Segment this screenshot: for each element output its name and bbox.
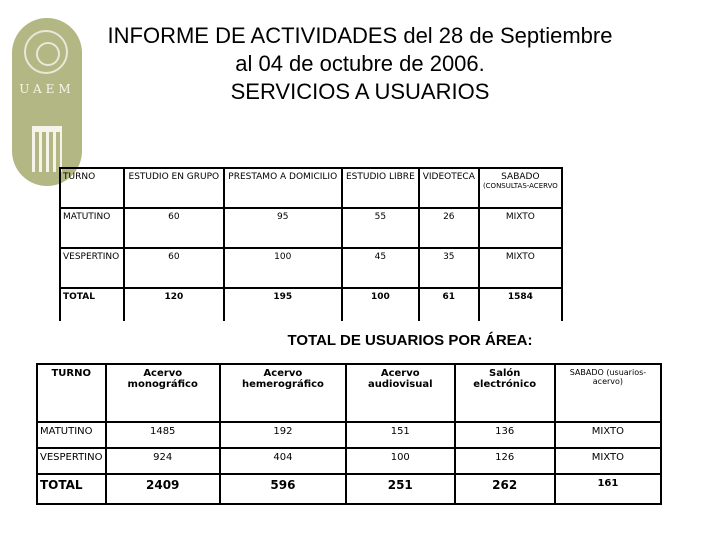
- cell: 251: [346, 474, 455, 504]
- table-row: [60, 248, 562, 288]
- cell: 136: [455, 422, 555, 448]
- cell: VESPERTINO: [60, 248, 124, 288]
- title-line: al 04 de octubre de 2006.: [235, 51, 485, 76]
- cell: 45: [342, 248, 419, 288]
- uaem-logo: [12, 18, 82, 186]
- header-cell: ESTUDIO LIBRE: [342, 168, 419, 208]
- cell: 262: [455, 474, 555, 504]
- cell: MATUTINO: [60, 208, 124, 248]
- header-cell: VIDEOTECA: [419, 168, 479, 208]
- services-table: [59, 167, 563, 321]
- cell: 192: [220, 422, 346, 448]
- cell: MIXTO: [479, 248, 562, 288]
- cell: 596: [220, 474, 346, 504]
- table-row: [60, 208, 562, 248]
- total-row: [37, 474, 661, 504]
- cell: MIXTO: [555, 448, 661, 474]
- cell: 26: [419, 208, 479, 248]
- seal-icon: [24, 30, 68, 74]
- section-subtitle: TOTAL DE USUARIOS POR ÁREA:: [287, 332, 533, 349]
- table-header-row: [37, 364, 661, 422]
- header-cell: Acervo audiovisual: [346, 364, 455, 422]
- cell: 100: [342, 288, 419, 321]
- building-icon: [32, 126, 62, 172]
- cell: VESPERTINO: [37, 448, 106, 474]
- users-by-area-table: [36, 363, 662, 505]
- cell: 100: [346, 448, 455, 474]
- cell: 1485: [106, 422, 220, 448]
- header-subtext: (CONSULTAS-ACERVO: [482, 182, 558, 190]
- cell: 60: [124, 248, 223, 288]
- cell: 161: [555, 474, 661, 504]
- cell: 195: [224, 288, 342, 321]
- cell: 61: [419, 288, 479, 321]
- header-cell: PRESTAMO A DOMICILIO: [224, 168, 342, 208]
- cell: 404: [220, 448, 346, 474]
- cell: 924: [106, 448, 220, 474]
- cell: 60: [124, 208, 223, 248]
- cell: 126: [455, 448, 555, 474]
- total-row: [60, 288, 562, 321]
- cell: MIXTO: [479, 208, 562, 248]
- header-text: SABADO: [501, 172, 540, 182]
- table-row: [37, 422, 661, 448]
- table-row: [37, 448, 661, 474]
- cell: TOTAL: [37, 474, 106, 504]
- header-cell: Acervo monográfico: [106, 364, 220, 422]
- header-cell: Acervo hemerográfico: [220, 364, 346, 422]
- header-cell: [479, 168, 562, 208]
- cell: 35: [419, 248, 479, 288]
- cell: 55: [342, 208, 419, 248]
- cell: 100: [224, 248, 342, 288]
- cell: TOTAL: [60, 288, 124, 321]
- cell: 151: [346, 422, 455, 448]
- header-cell: TURNO: [60, 168, 124, 208]
- page-title: [80, 22, 640, 106]
- logo-text: UAEM: [19, 82, 75, 96]
- header-cell: ESTUDIO EN GRUPO: [124, 168, 223, 208]
- table-header-row: [60, 168, 562, 208]
- cell: 1584: [479, 288, 562, 321]
- cell: MIXTO: [555, 422, 661, 448]
- cell: MATUTINO: [37, 422, 106, 448]
- header-cell: SABADO (usuarios-acervo): [555, 364, 661, 422]
- title-line: INFORME DE ACTIVIDADES del 28 de Septiembre: [107, 23, 613, 48]
- header-cell: TURNO: [37, 364, 106, 422]
- cell: 120: [124, 288, 223, 321]
- header-cell: Salón electrónico: [455, 364, 555, 422]
- cell: 2409: [106, 474, 220, 504]
- title-line: SERVICIOS A USUARIOS: [230, 79, 490, 104]
- cell: 95: [224, 208, 342, 248]
